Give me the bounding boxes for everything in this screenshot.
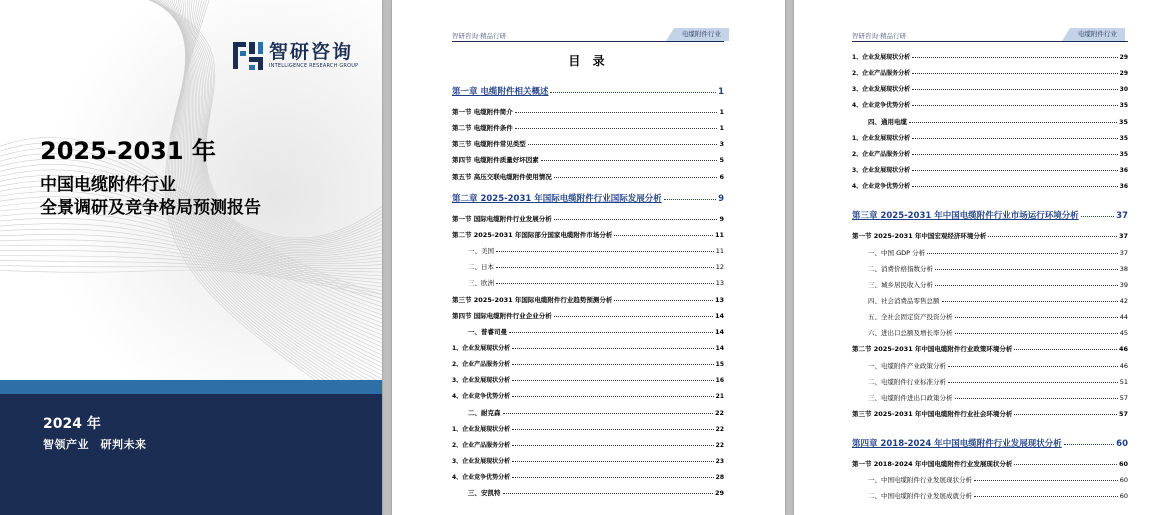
toc-entry-page-number: 35: [1119, 102, 1128, 110]
toc-entry-label: 3、企业发展现状分析: [452, 458, 511, 465]
toc-entry-sub: [868, 264, 1128, 273]
toc-dot-leader: [988, 236, 1117, 237]
toc-entry-label: 第三章 2025-2031 年中国电缆附件行业市场运行环境分析: [852, 211, 1079, 222]
toc-entry-section: [452, 295, 724, 304]
toc-entry-label: 六、进出口总额及增长率分析: [868, 329, 953, 338]
toc-dot-leader: [1081, 216, 1114, 217]
toc-dot-leader: [912, 57, 1117, 58]
toc-dot-leader: [554, 177, 718, 178]
toc-dot-leader: [503, 413, 713, 414]
toc-entry-label: 一、电缆附件产业政策分析: [868, 361, 946, 370]
toc-entry-sub: [468, 246, 724, 255]
toc-entry-page-number: 28: [715, 474, 724, 482]
toc-entry-label: 4、企业竞争优势分析: [452, 393, 511, 401]
toc-entry-label: 4、企业竞争优势分析: [452, 474, 511, 482]
toc-entry-sub: [468, 262, 724, 271]
toc-entry-page-number: 13: [715, 279, 724, 288]
toc-dot-leader: [912, 89, 1117, 90]
toc-entry-sub: [868, 296, 1128, 305]
toc-entry-section: [452, 123, 724, 132]
toc-dot-leader: [496, 251, 714, 252]
toc-entry-sub: [868, 491, 1128, 500]
toc-entry-section: [452, 311, 724, 320]
toc-entry-item: [452, 424, 724, 433]
toc-entry-page-number: 9: [718, 193, 724, 204]
toc-entry-label: 第一节 电缆附件简介: [452, 108, 513, 116]
toc-dot-leader: [955, 317, 1118, 318]
toc-entry-sub: [868, 475, 1128, 484]
toc-entry-page-number: 60: [1119, 476, 1128, 485]
toc-entry-item: [852, 100, 1128, 109]
cover-year-range: 2025-2031 年: [40, 137, 216, 165]
toc-entry-page-number: 22: [715, 425, 724, 433]
toc-entry-chapter: [452, 192, 724, 204]
toc-dot-leader: [509, 332, 713, 333]
toc-entry-label: 1、企业发展现状分析: [452, 344, 511, 352]
toc-entry-sub: [868, 312, 1128, 321]
toc-entry-page-number: 37: [1116, 211, 1128, 222]
toc-entry-label: 第三节 电缆附件常见类型: [452, 140, 526, 149]
toc-dot-leader: [955, 333, 1118, 334]
toc-entry-label: 4、企业竞争优势分析: [852, 102, 911, 110]
toc-entry-section: [852, 459, 1128, 468]
toc-entry-label: 五、全社会固定资产投资分析: [868, 313, 953, 322]
toc-entry-page-number: 57: [1118, 410, 1128, 418]
toc-entry-label: 4、企业竞争优势分析: [852, 183, 911, 191]
toc-entry-label: 第三节 2025-2031 年中国电缆附件行业社会环境分析: [852, 410, 1013, 418]
toc-entry-subb: [468, 488, 724, 497]
toc-dot-leader: [935, 285, 1118, 286]
toc-entry-section: [852, 231, 1128, 240]
toc-page-1: [392, 0, 785, 515]
toc-entry-item: [852, 84, 1128, 93]
toc-entry-label: 第二节 电缆附件条件: [452, 124, 513, 133]
toc-page-2: [794, 0, 1176, 515]
toc-dot-leader: [935, 269, 1118, 270]
toc-dot-leader: [948, 382, 1118, 383]
toc-entry-label: 二、耐克森: [468, 408, 501, 417]
toc-entry-page-number: 29: [1119, 54, 1128, 61]
toc-entry-label: 1、企业发展现状分析: [852, 134, 911, 142]
toc-entry-subb: [468, 408, 724, 417]
toc-entry-item: [452, 440, 724, 449]
toc-dot-leader: [912, 73, 1117, 74]
toc-dot-leader: [496, 267, 714, 268]
toc-entry-page-number: 12: [715, 263, 724, 272]
toc-entry-label: 第二节 2025-2031 年国际部分国家电缆附件市场分析: [452, 230, 613, 239]
toc-entry-page-number: 35: [1119, 134, 1128, 142]
toc-dot-leader: [512, 477, 713, 478]
toc-entry-label: 第四节 电缆附件质量好坏因素: [452, 156, 539, 165]
toc-entry-label: 三、安凯特: [468, 489, 501, 498]
toc-entry-page-number: 38: [1119, 264, 1128, 273]
toc-entry-page-number: 60: [1118, 460, 1128, 469]
toc-entry-label: 3、企业发展现状分析: [852, 86, 911, 94]
toc-title: 目 录: [568, 54, 609, 68]
header-rule: [852, 41, 1128, 42]
toc-entry-page-number: 45: [1119, 329, 1128, 338]
toc-entry-page-number: 15: [715, 361, 724, 369]
toc-entry-item: [452, 472, 724, 481]
toc-entry-label: 第四章 2018-2024 年中国电缆附件行业发展现状分析: [852, 439, 1062, 450]
toc-entry-page-number: 14: [714, 327, 724, 336]
toc-entry-label: 三、电缆附件进出口政策分析: [868, 393, 953, 402]
toc-entry-page-number: 60: [1116, 439, 1128, 450]
toc-dot-leader: [927, 253, 1118, 254]
toc-dot-leader: [912, 154, 1117, 155]
toc-entry-item: [852, 52, 1128, 61]
toc-dot-leader: [909, 122, 1117, 123]
toc-entry-section: [452, 172, 724, 181]
cover-page: [0, 0, 382, 515]
toc-entry-page-number: 42: [1119, 296, 1128, 305]
toc-entry-page-number: 57: [1119, 393, 1128, 402]
cover-slogan: 智领产业 研判未来: [43, 438, 147, 451]
toc-entry-page-number: 35: [1118, 117, 1128, 126]
toc-entry-page-number: 22: [714, 408, 724, 417]
toc-dot-leader: [955, 398, 1118, 399]
toc-dot-leader: [1064, 444, 1114, 445]
toc-entry-label: 一、美国: [468, 247, 494, 256]
toc-entry-label: 第五节 高压交联电缆附件使用情况: [452, 172, 552, 181]
cover-date: 2024 年: [43, 416, 101, 432]
toc-dot-leader: [1014, 464, 1117, 465]
toc-entry-item: [852, 133, 1128, 142]
toc-entry-label: 一、中国 GDP 分析: [868, 248, 926, 257]
toc-entry-sub: [868, 280, 1128, 289]
logo-mark-icon: [232, 40, 264, 72]
toc-entry-label: 第二节 2025-2031 年中国电缆附件行业政策环境分析: [852, 345, 1013, 354]
toc-entry-sub: [868, 361, 1128, 370]
toc-entry-label: 第二章 2025-2031 年国际电缆附件行业国际发展分析: [452, 193, 662, 204]
toc-entry-label: 2、企业产品服务分析: [852, 150, 911, 158]
toc-dot-leader: [541, 160, 718, 161]
toc-dot-leader: [974, 480, 1118, 481]
header-brand: 智研咨询·精品行研: [852, 32, 907, 40]
toc-dot-leader: [528, 144, 718, 145]
header-industry-tag: 电缆附件行业: [1070, 28, 1125, 41]
toc-entry-page-number: 29: [1119, 70, 1128, 78]
toc-entry-page-number: 51: [1119, 377, 1128, 386]
toc-entry-page-number: 5: [719, 156, 724, 165]
toc-entry-subb: [468, 327, 724, 336]
toc-entry-chapter: [852, 437, 1128, 449]
toc-entry-item: [452, 343, 724, 352]
toc-entry-page-number: 36: [1119, 183, 1128, 191]
toc-entry-sub: [868, 377, 1128, 386]
toc-dot-leader: [515, 112, 718, 113]
toc-entry-section: [452, 214, 724, 223]
toc-entry-label: 2、企业产品服务分析: [452, 441, 511, 449]
toc-entry-label: 3、企业发展现状分析: [452, 377, 511, 385]
toc-dot-leader: [503, 493, 713, 494]
toc-entry-page-number: 21: [715, 393, 724, 401]
toc-entry-page-number: 14: [714, 311, 724, 320]
toc-dot-leader: [554, 316, 713, 317]
toc-dot-leader: [912, 105, 1117, 106]
toc-dot-leader: [496, 283, 714, 284]
toc-dot-leader: [912, 170, 1117, 171]
toc-entry-section: [452, 139, 724, 148]
logo-chinese-name: 智研咨询: [269, 41, 354, 63]
toc-entry-page-number: 37: [1119, 248, 1128, 257]
toc-entry-label: 第一节 2025-2031 年中国宏观经济环境分析: [852, 232, 987, 241]
toc-dot-leader: [512, 445, 713, 446]
toc-entry-page-number: 36: [1119, 167, 1128, 175]
toc-entry-page-number: 35: [1119, 150, 1128, 158]
toc-entry-chapter: [452, 85, 724, 97]
toc-entry-page-number: 39: [1119, 280, 1128, 289]
header-brand: 智研咨询·精品行研: [452, 32, 507, 40]
toc-entry-item: [452, 456, 724, 465]
toc-entry-label: 1、企业发展现状分析: [852, 54, 911, 61]
toc-dot-leader: [550, 92, 716, 93]
toc-entry-page-number: 23: [715, 458, 724, 465]
toc-dot-leader: [664, 199, 716, 200]
toc-entry-page-number: 1: [719, 108, 724, 116]
toc-entry-page-number: 3: [719, 140, 724, 149]
toc-entry-label: 一、普睿司曼: [468, 327, 507, 336]
logo-english-name: INTELLIGENCE RESEARCH GROUP: [269, 63, 359, 69]
toc-dot-leader: [512, 396, 713, 397]
toc-entry-page-number: 1: [718, 87, 724, 97]
toc-entry-page-number: 16: [715, 377, 724, 385]
toc-dot-leader: [912, 186, 1117, 187]
toc-entry-item: [452, 391, 724, 400]
toc-entry-sub: [868, 248, 1128, 257]
toc-entry-page-number: 13: [714, 295, 724, 304]
toc-entry-item: [852, 149, 1128, 158]
toc-entry-page-number: 9: [719, 214, 724, 223]
toc-dot-leader: [942, 301, 1118, 302]
toc-dot-leader: [512, 364, 713, 365]
toc-entry-item: [452, 359, 724, 368]
toc-dot-leader: [974, 496, 1118, 497]
toc-entry-page-number: 60: [1119, 492, 1128, 501]
toc-entry-page-number: 30: [1119, 86, 1128, 94]
cover-title-line2: 全景调研及竞争格局预测报告: [40, 198, 261, 218]
cover-title-line1: 中国电缆附件行业: [40, 175, 176, 195]
toc-entry-section: [452, 155, 724, 164]
company-logo: [232, 40, 358, 72]
toc-entry-sub: [868, 328, 1128, 337]
toc-entry-label: 第一节 2018-2024 年中国电缆附件行业发展现状分析: [852, 460, 1013, 469]
toc-entry-section: [452, 230, 724, 239]
toc-entry-label: 一、中国电缆附件行业发展现状分析: [868, 476, 972, 485]
toc-entry-label: 第三节 2025-2031 年国际电缆附件行业趋势预测分析: [452, 295, 613, 304]
toc-entry-label: 2、企业产品服务分析: [452, 361, 511, 369]
toc-dot-leader: [1014, 414, 1117, 415]
toc-entry-page-number: 37: [1118, 232, 1128, 241]
toc-entry-page-number: 29: [714, 489, 724, 498]
toc-entry-page-number: 46: [1119, 361, 1128, 370]
toc-dot-leader: [515, 128, 718, 129]
toc-entry-label: 二、中国电缆附件行业发展成就分析: [868, 492, 972, 501]
toc-entry-label: 第一节 国际电缆附件行业发展分析: [452, 214, 552, 223]
toc-entry-item: [852, 165, 1128, 174]
toc-dot-leader: [948, 366, 1118, 367]
toc-entry-label: 二、日本: [468, 263, 494, 272]
toc-entry-label: 二、消费价格指数分析: [868, 264, 933, 273]
toc-entry-subb: [868, 117, 1128, 126]
toc-entry-label: 第四节 国际电缆附件行业企业分析: [452, 311, 552, 320]
toc-entry-page-number: 44: [1119, 313, 1128, 322]
toc-dot-leader: [554, 219, 718, 220]
toc-entry-page-number: 11: [715, 247, 724, 256]
toc-entry-chapter: [852, 209, 1128, 221]
toc-entry-label: 三、欧洲: [468, 279, 494, 288]
toc-entry-label: 四、通用电缆: [868, 117, 907, 126]
toc-entry-page-number: 14: [715, 344, 724, 352]
toc-dot-leader: [1014, 349, 1117, 350]
toc-entry-label: 四、社会消费品零售总额: [868, 296, 940, 305]
header-rule: [452, 41, 724, 42]
cover-blue-stripe: [0, 380, 382, 394]
toc-entry-label: 三、城乡居民收入分析: [868, 280, 933, 289]
toc-dot-leader: [512, 461, 713, 462]
toc-entry-item: [852, 181, 1128, 190]
toc-entry-sub: [468, 278, 724, 287]
toc-dot-leader: [512, 348, 713, 349]
toc-dot-leader: [512, 380, 713, 381]
toc-entry-label: 第一章 电缆附件相关概述: [452, 87, 549, 97]
header-industry-tag: 电缆附件行业: [674, 28, 729, 41]
toc-dot-leader: [614, 235, 713, 236]
toc-entry-section: [452, 107, 724, 116]
toc-entry-page-number: 1: [719, 124, 724, 133]
toc-entry-page-number: 6: [719, 172, 724, 181]
toc-entry-page-number: 22: [715, 441, 724, 449]
toc-entry-section: [852, 344, 1128, 353]
toc-entry-sub: [868, 393, 1128, 402]
toc-entry-label: 2、企业产品服务分析: [852, 70, 911, 78]
toc-entry-label: 二、电缆附件行业标准分析: [868, 377, 946, 386]
toc-entry-page-number: 46: [1118, 345, 1128, 354]
toc-entry-page-number: 11: [714, 230, 724, 239]
toc-entry-item: [852, 68, 1128, 77]
toc-entry-item: [452, 375, 724, 384]
toc-dot-leader: [512, 429, 713, 430]
toc-dot-leader: [614, 300, 713, 301]
toc-entry-section: [852, 409, 1128, 418]
toc-entry-label: 1、企业发展现状分析: [452, 425, 511, 433]
toc-dot-leader: [912, 138, 1117, 139]
toc-entry-label: 3、企业发展现状分析: [852, 167, 911, 175]
